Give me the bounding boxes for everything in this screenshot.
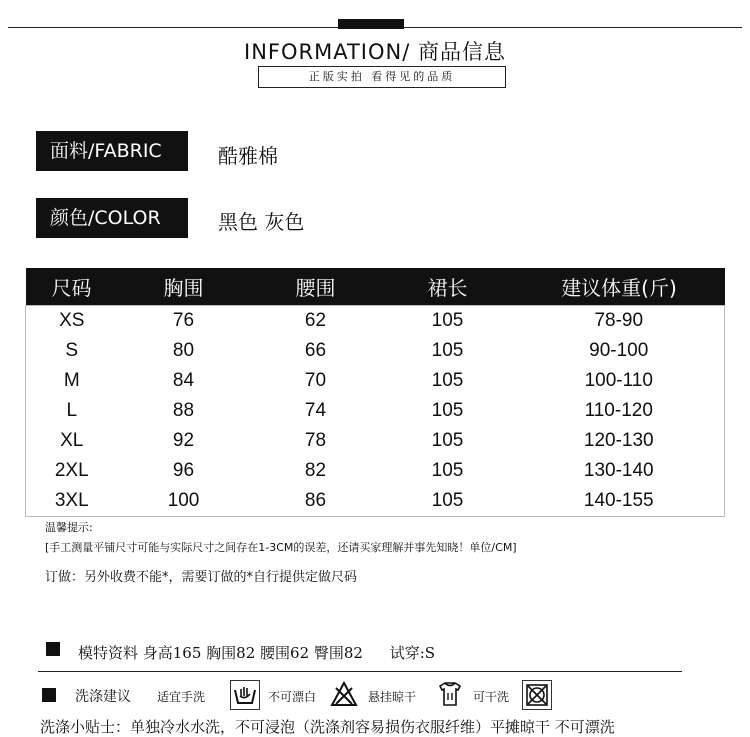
size-cell: 92 [172, 430, 195, 451]
size-row-2xl [26, 456, 725, 486]
size-row-l [26, 396, 725, 426]
page-subtitle: 正版实拍 看得见的品质 [258, 66, 506, 88]
size-cell: 90-100 [589, 340, 649, 361]
size-cell: 130-140 [583, 460, 654, 481]
size-table [25, 268, 725, 517]
wash-label-hang: 悬挂晾干 [368, 690, 417, 704]
size-cell: 105 [431, 490, 464, 511]
size-cell: 2XL [54, 460, 89, 481]
size-cell: 3XL [54, 490, 89, 511]
wash-label-dry: 可干洗 [473, 690, 510, 704]
size-cell: 96 [172, 460, 195, 481]
size-cell: 110-120 [584, 400, 653, 421]
size-cell: 80 [172, 340, 195, 361]
color-value: 黑色 灰色 [218, 210, 305, 234]
size-cell: 100 [167, 490, 200, 511]
size-cell: 78 [304, 430, 327, 451]
hand-wash-icon [230, 680, 260, 710]
header-waist: 腰围 [250, 268, 382, 306]
size-cell: 78-90 [594, 310, 644, 331]
size-row-xl [26, 426, 725, 456]
model-bullet-square [46, 642, 60, 656]
header-weight: 建议体重(斤) [514, 268, 725, 306]
size-cell: 105 [431, 370, 464, 391]
size-cell: 70 [304, 370, 327, 391]
size-cell: 105 [431, 400, 464, 421]
size-cell: 82 [304, 460, 327, 481]
size-cell: 105 [431, 310, 464, 331]
color-label: 颜色/COLOR [36, 198, 188, 238]
size-row-m [26, 366, 725, 396]
size-cell: 84 [172, 370, 195, 391]
size-cell: 140-155 [583, 490, 654, 511]
size-cell: 74 [304, 400, 327, 421]
size-cell: S [65, 340, 79, 361]
no-tumble-dry-icon [522, 680, 552, 710]
tip-title: 温馨提示: [45, 521, 93, 534]
tip-body: [手工测量平铺尺寸可能与实际尺寸之间存在1-3CM的误差，还请买家理解并事先知晓！单位/CM] [45, 541, 517, 554]
size-cell: L [66, 400, 78, 421]
fabric-value: 酷雅棉 [218, 144, 278, 168]
size-cell: 86 [304, 490, 327, 511]
size-cell: 76 [172, 310, 195, 331]
wash-label-hand: 适宜手洗 [157, 690, 206, 704]
size-row-3xl [26, 486, 725, 517]
header-size: 尺码 [26, 268, 118, 306]
size-cell: 105 [431, 340, 464, 361]
size-cell: XL [60, 430, 84, 451]
page-title: INFORMATION/ 商品信息 [244, 40, 506, 64]
size-cell: XS [59, 310, 85, 331]
size-table-header [26, 268, 725, 306]
no-bleach-icon [330, 680, 360, 710]
top-accent-bar [338, 19, 404, 29]
wash-label-bleach: 不可漂白 [268, 690, 317, 704]
size-cell: 62 [304, 310, 327, 331]
section-divider [38, 671, 682, 672]
size-row-s [26, 336, 725, 366]
size-row-xs [26, 306, 725, 337]
model-info [78, 642, 435, 663]
custom-order-note: 订做：另外收费不能*，需要订做的*自行提供定做尺码 [45, 570, 358, 585]
fabric-label: 面料/FABRIC [36, 131, 188, 171]
size-cell: 120-130 [583, 430, 654, 451]
hang-dry-icon [436, 680, 466, 710]
size-cell: 105 [431, 430, 464, 451]
model-trial-size: 试穿:S [389, 644, 436, 662]
model-measurements: 模特资料 身高165 胸围82 腰围62 臀围82 [78, 644, 363, 662]
size-cell: 100-110 [584, 370, 653, 391]
size-cell: 88 [172, 400, 195, 421]
size-cell: 66 [304, 340, 327, 361]
wash-bullet-square [42, 688, 56, 702]
size-cell: M [63, 370, 80, 391]
wash-tip: 洗涤小贴士：单独冷水水洗，不可浸泡（洗涤剂容易损伤衣服纤维）平摊晾干 不可漂洗 [40, 718, 615, 736]
size-cell: 105 [431, 460, 464, 481]
header-bust: 胸围 [118, 268, 250, 306]
wash-title: 洗涤建议 [75, 689, 131, 705]
header-length: 裙长 [382, 268, 514, 306]
